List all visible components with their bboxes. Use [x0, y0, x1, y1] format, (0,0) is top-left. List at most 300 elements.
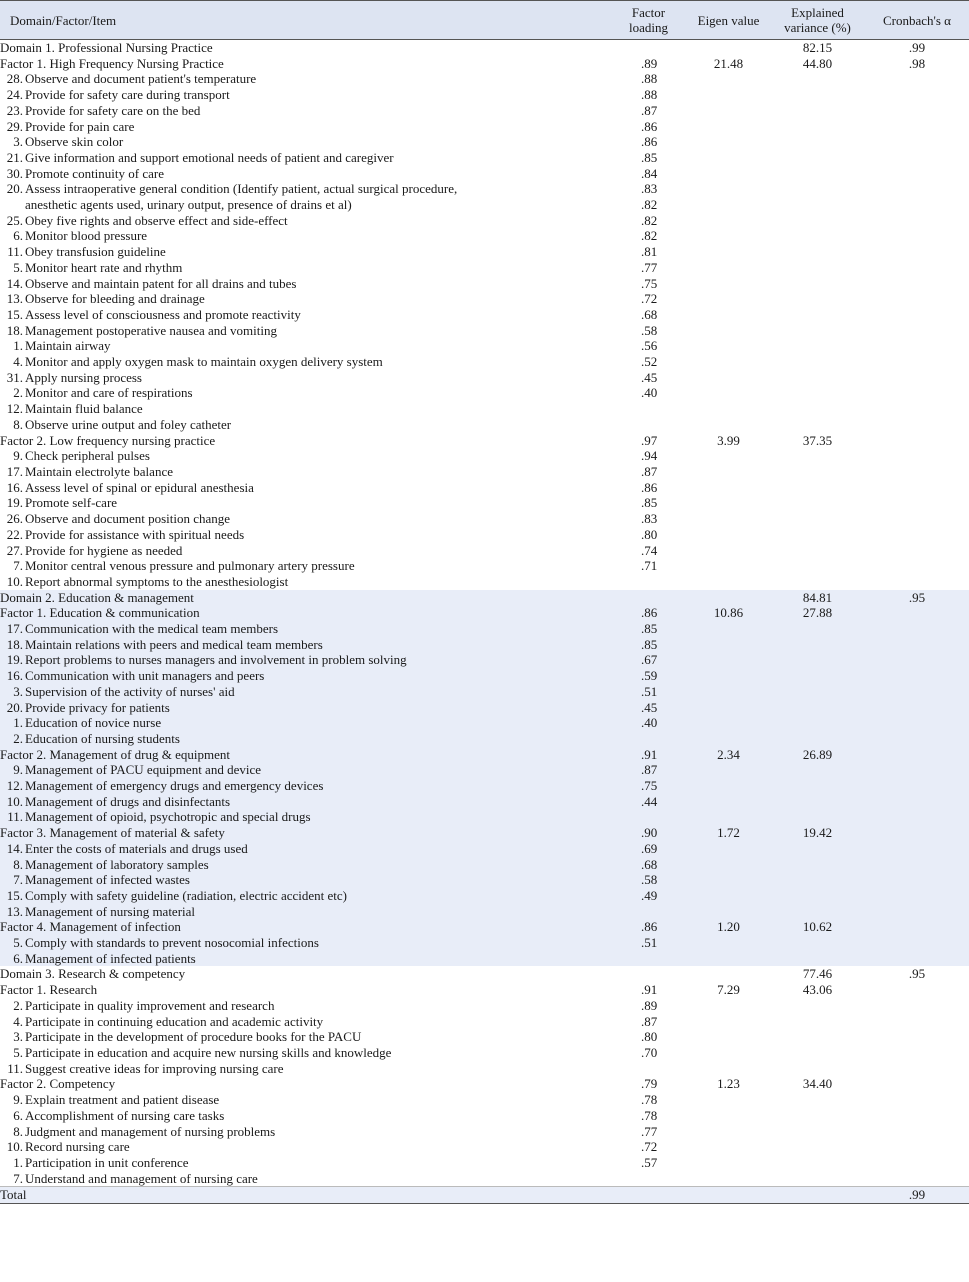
item-loading: .68: [641, 306, 658, 322]
total-alpha: .99: [865, 1187, 969, 1204]
item-text: Provide for safety care during transport: [25, 87, 230, 103]
item-number: 5.: [13, 935, 23, 951]
item-text: Obey transfusion guideline: [25, 244, 166, 260]
item-text: Monitor heart rate and rhythm: [25, 259, 183, 275]
item-text: Maintain relations with peers and medical team members: [25, 636, 323, 652]
item-alpha: [865, 527, 969, 543]
item-text: Supervision of the activity of nurses' aid: [25, 683, 235, 699]
factor-loading: .91: [641, 982, 658, 998]
item-variance: [770, 841, 865, 857]
item-alpha: [865, 684, 969, 700]
item-variance: [770, 574, 865, 590]
item-alpha: [865, 935, 969, 951]
item-eigen: [687, 841, 770, 857]
item-eigen: [687, 197, 770, 213]
item-loading: [610, 401, 687, 417]
item-eigen: [687, 778, 770, 794]
item-variance: [770, 951, 865, 967]
item-variance: [770, 134, 865, 150]
item-variance: [770, 1029, 865, 1045]
item-row: [0, 291, 969, 307]
factor-alpha: .98: [908, 55, 926, 71]
item-alpha: [865, 904, 969, 920]
item-alpha: [865, 495, 969, 511]
item-text: Maintain electrolyte balance: [25, 463, 173, 479]
factor-loading: .97: [641, 432, 658, 448]
item-row: [0, 150, 969, 166]
domain-row: [0, 966, 969, 982]
item-row: [0, 731, 969, 747]
item-number: 6.: [13, 950, 23, 966]
item-eigen: [687, 1171, 770, 1187]
item-row: [0, 700, 969, 716]
factor-variance: 43.06: [802, 982, 833, 998]
item-alpha: [865, 1155, 969, 1171]
item-loading: .71: [641, 558, 658, 574]
item-eigen: [687, 464, 770, 480]
item-loading: .89: [641, 997, 658, 1013]
factor-variance: 26.89: [770, 747, 865, 763]
item-text: Participation in unit conference: [25, 1154, 189, 1170]
item-alpha: [865, 197, 969, 213]
domain-loading: [610, 590, 687, 606]
item-loading: .69: [610, 841, 687, 857]
item-row: [0, 841, 969, 857]
item-text: Management of emergency drugs and emergency devices: [25, 778, 324, 794]
item-variance: [770, 370, 865, 386]
item-number: 20.: [6, 699, 23, 715]
total-section: [0, 1187, 969, 1204]
item-variance: [770, 684, 865, 700]
item-label: [0, 527, 610, 543]
item-loading: .83: [641, 181, 658, 197]
item-label: [0, 71, 610, 87]
item-label: [0, 197, 610, 213]
item-variance: [770, 998, 865, 1014]
header-factor-loading: Factor loading: [610, 1, 687, 40]
item-number: 17.: [6, 463, 23, 479]
item-number: 15.: [6, 306, 23, 322]
item-variance: [770, 1171, 865, 1187]
item-text: Education of novice nurse: [25, 715, 162, 731]
item-label: [0, 511, 610, 527]
item-label: [0, 401, 610, 417]
item-variance: [770, 700, 865, 716]
item-alpha: [865, 213, 969, 229]
item-label: [0, 558, 610, 574]
item-number: 7.: [13, 872, 23, 888]
item-variance: [770, 778, 865, 794]
item-row: [0, 448, 969, 464]
item-text: Management of opioid, psychotropic and special drugs: [25, 809, 311, 825]
item-variance: [770, 762, 865, 778]
item-number: 1.: [13, 338, 23, 354]
item-number: 8.: [13, 856, 23, 872]
item-eigen: [687, 951, 770, 967]
item-number: 3.: [13, 683, 23, 699]
item-number: 20.: [6, 181, 23, 197]
item-number: 6.: [13, 228, 23, 244]
item-eigen: [687, 794, 770, 810]
domain-label: Domain 1. Professional Nursing Practice: [0, 40, 213, 55]
item-loading: .82: [641, 228, 658, 244]
factor-alpha: [865, 982, 969, 998]
domain-row: [0, 590, 969, 606]
item-loading: [610, 417, 687, 433]
factor-eigen: 1.23: [717, 1076, 740, 1092]
item-number: 14.: [6, 275, 23, 291]
item-row: [0, 668, 969, 684]
item-number: 24.: [6, 87, 23, 103]
item-loading: .44: [610, 794, 687, 810]
item-text: Management of PACU equipment and device: [25, 762, 261, 778]
item-loading: .51: [610, 684, 687, 700]
item-label: [0, 181, 610, 197]
item-text: Record nursing care: [25, 1139, 130, 1155]
item-label: [0, 731, 610, 747]
item-row: [0, 1108, 969, 1124]
domain-alpha: .95: [865, 590, 969, 606]
item-alpha: [865, 888, 969, 904]
domain-variance: 84.81: [770, 590, 865, 606]
item-label: [0, 1061, 610, 1077]
item-label: [0, 794, 610, 810]
item-alpha: [865, 354, 969, 370]
item-eigen: [687, 71, 770, 87]
item-row: [0, 794, 969, 810]
item-variance: [770, 71, 865, 87]
item-variance: [770, 543, 865, 559]
item-row: [0, 778, 969, 794]
item-text: Accomplishment of nursing care tasks: [25, 1107, 225, 1123]
item-alpha: [865, 260, 969, 276]
item-text: Observe for bleeding and drainage: [25, 291, 205, 307]
item-row: [0, 637, 969, 653]
item-text: Participate in quality improvement and research: [25, 997, 275, 1013]
item-label: [0, 417, 610, 433]
factor-alpha: [865, 747, 969, 763]
factor-eigen: 1.20: [687, 919, 770, 935]
item-variance: [770, 511, 865, 527]
factor-loading: .79: [641, 1076, 658, 1092]
item-eigen: [687, 1045, 770, 1061]
item-variance: [770, 323, 865, 339]
item-eigen: [687, 276, 770, 292]
item-eigen: [687, 448, 770, 464]
factor-variance: 34.40: [802, 1076, 833, 1092]
item-number: 31.: [6, 369, 23, 385]
item-variance: [770, 1092, 865, 1108]
item-label: [0, 385, 610, 401]
item-row: [0, 684, 969, 700]
item-variance: [770, 150, 865, 166]
item-number: 4.: [13, 1013, 23, 1029]
factor-alpha: [865, 919, 969, 935]
item-number: 23.: [6, 102, 23, 118]
item-label: [0, 809, 610, 825]
item-alpha: [865, 1171, 969, 1187]
item-row: [0, 574, 969, 590]
item-text: Comply with safety guideline (radiation, electric accident etc): [25, 887, 347, 903]
item-row: [0, 197, 969, 213]
item-row: [0, 166, 969, 182]
item-loading: .86: [641, 118, 658, 134]
item-row: [0, 998, 969, 1014]
item-loading: .85: [610, 621, 687, 637]
factor-loading: .86: [610, 605, 687, 621]
item-loading: [610, 731, 687, 747]
item-eigen: [687, 1029, 770, 1045]
item-label: [0, 103, 610, 119]
item-alpha: [865, 291, 969, 307]
item-number: 7.: [13, 1170, 23, 1186]
item-loading: .75: [610, 778, 687, 794]
item-text: Assess level of consciousness and promote reactivity: [25, 306, 301, 322]
item-label: [0, 715, 610, 731]
domain-loading: [610, 40, 687, 56]
item-label: [0, 1171, 610, 1187]
item-number: 19.: [6, 495, 23, 511]
item-variance: [770, 260, 865, 276]
item-alpha: [865, 762, 969, 778]
item-label: [0, 354, 610, 370]
item-number: 12.: [6, 778, 23, 794]
item-loading: .58: [610, 872, 687, 888]
item-loading: .67: [610, 652, 687, 668]
item-variance: [770, 715, 865, 731]
item-row: [0, 354, 969, 370]
item-alpha: [865, 103, 969, 119]
domain-variance: 77.46: [802, 966, 833, 982]
item-eigen: [687, 213, 770, 229]
item-variance: [770, 637, 865, 653]
domain-loading: [610, 966, 687, 982]
item-variance: [770, 197, 865, 213]
item-row: [0, 1124, 969, 1140]
item-eigen: [687, 574, 770, 590]
item-variance: [770, 652, 865, 668]
item-variance: [770, 495, 865, 511]
item-eigen: [687, 1124, 770, 1140]
item-loading: [610, 1171, 687, 1187]
item-alpha: [865, 276, 969, 292]
item-number: 14.: [6, 840, 23, 856]
item-variance: [770, 558, 865, 574]
factor-loading: .89: [641, 55, 658, 71]
item-alpha: [865, 700, 969, 716]
item-variance: [770, 448, 865, 464]
item-text: Provide for hygiene as needed: [25, 542, 183, 558]
item-text: Participate in education and acquire new nursing skills and knowledge: [25, 1045, 392, 1060]
item-alpha: [865, 307, 969, 323]
factor-label: Factor 2. Competency: [0, 1076, 116, 1092]
header-cronbach-alpha: Cronbach's α: [865, 1, 969, 40]
item-row: [0, 119, 969, 135]
item-text: Observe and document patient's temperature: [25, 71, 257, 87]
item-label: [0, 841, 610, 857]
item-label: [0, 637, 610, 653]
item-text: Report problems to nurses managers and involvement in problem solving: [25, 652, 407, 668]
item-alpha: [865, 87, 969, 103]
item-variance: [770, 338, 865, 354]
factor-eigen: 21.48: [713, 55, 744, 71]
item-loading: .45: [610, 700, 687, 716]
item-alpha: [865, 464, 969, 480]
factor-eigen: 2.34: [687, 747, 770, 763]
item-text: Management of infected wastes: [25, 872, 190, 888]
item-eigen: [687, 762, 770, 778]
item-text: Maintain airway: [25, 338, 111, 354]
item-text: Enter the costs of materials and drugs used: [25, 840, 248, 856]
item-label: [0, 778, 610, 794]
item-eigen: [687, 181, 770, 197]
item-label: [0, 244, 610, 260]
item-alpha: [865, 857, 969, 873]
factor-alpha: [865, 1076, 969, 1092]
item-loading: .85: [641, 495, 658, 511]
item-variance: [770, 228, 865, 244]
factor-variance: 37.35: [802, 432, 833, 448]
item-text: Obey five rights and observe effect and side-effect: [25, 212, 288, 228]
item-row: [0, 260, 969, 276]
item-loading: .68: [610, 857, 687, 873]
item-alpha: [865, 731, 969, 747]
item-row: [0, 1155, 969, 1171]
factor-eigen: 1.72: [687, 825, 770, 841]
item-number: 11.: [7, 244, 23, 260]
item-number: 4.: [13, 354, 23, 370]
factor-label: Factor 2. Low frequency nursing practice: [0, 432, 216, 448]
item-text: Education of nursing students: [25, 730, 180, 746]
item-label: [0, 291, 610, 307]
item-loading: .74: [641, 542, 658, 558]
item-row: [0, 527, 969, 543]
item-label: [0, 495, 610, 511]
domain-label: Domain 2. Education & management: [0, 590, 610, 606]
item-label: [0, 543, 610, 559]
item-label: [0, 888, 610, 904]
item-variance: [770, 1108, 865, 1124]
item-alpha: [865, 1029, 969, 1045]
item-number: 5.: [13, 1045, 23, 1060]
factor-variance: 19.42: [770, 825, 865, 841]
item-eigen: [687, 338, 770, 354]
item-number: 11.: [7, 809, 23, 825]
factor-row: [0, 433, 969, 449]
item-label: [0, 338, 610, 354]
item-eigen: [687, 1108, 770, 1124]
item-eigen: [687, 715, 770, 731]
item-variance: [770, 307, 865, 323]
item-loading: .94: [641, 448, 658, 464]
item-variance: [770, 1045, 865, 1061]
domain-section: [0, 590, 969, 967]
item-number: 9.: [13, 1092, 23, 1108]
item-number: 10.: [6, 1139, 23, 1155]
item-alpha: [865, 543, 969, 559]
factor-loading: .91: [610, 747, 687, 763]
item-loading: .40: [610, 715, 687, 731]
item-variance: [770, 401, 865, 417]
item-eigen: [687, 998, 770, 1014]
item-variance: [770, 904, 865, 920]
item-text: Participate in the development of procedure books for the PACU: [25, 1029, 362, 1045]
factor-row: [0, 605, 969, 621]
header-domain-factor-item: Domain/Factor/Item: [0, 1, 610, 40]
item-loading: .83: [641, 511, 658, 527]
item-alpha: [865, 652, 969, 668]
item-loading: [610, 951, 687, 967]
item-loading: .82: [641, 197, 658, 213]
domain-eigen: [687, 966, 770, 982]
item-number: 2.: [13, 997, 23, 1013]
factor-label: Factor 1. Research: [0, 982, 98, 998]
item-variance: [770, 276, 865, 292]
item-text: Participate in continuing education and academic activity: [25, 1013, 324, 1029]
item-row: [0, 715, 969, 731]
item-alpha: [865, 323, 969, 339]
item-text: Observe urine output and foley catheter: [25, 416, 232, 432]
item-row: [0, 888, 969, 904]
item-variance: [770, 417, 865, 433]
item-text: Management postoperative nausea and vomiting: [25, 322, 277, 338]
domain-alpha: .95: [908, 966, 926, 982]
item-eigen: [687, 668, 770, 684]
item-label: [0, 998, 610, 1014]
item-eigen: [687, 150, 770, 166]
item-number: 16.: [6, 479, 23, 495]
item-alpha: [865, 511, 969, 527]
item-alpha: [865, 370, 969, 386]
item-row: [0, 134, 969, 150]
item-loading: .88: [641, 87, 658, 103]
factor-eigen: 10.86: [687, 605, 770, 621]
item-number: 26.: [6, 511, 23, 527]
item-variance: [770, 527, 865, 543]
item-loading: .82: [641, 212, 658, 228]
item-alpha: [865, 338, 969, 354]
factor-row: [0, 982, 969, 998]
factor-variance: 10.62: [770, 919, 865, 935]
item-row: [0, 872, 969, 888]
item-alpha: [865, 401, 969, 417]
item-loading: .81: [641, 244, 658, 260]
item-label: [0, 119, 610, 135]
item-row: [0, 1061, 969, 1077]
item-loading: .87: [641, 1013, 658, 1029]
factor-eigen: 7.29: [717, 982, 740, 998]
domain-eigen: [687, 40, 770, 56]
item-variance: [770, 731, 865, 747]
item-eigen: [687, 935, 770, 951]
factor-row: [0, 825, 969, 841]
item-row: [0, 1045, 969, 1061]
item-loading: .72: [641, 1139, 658, 1155]
item-variance: [770, 103, 865, 119]
item-text: Monitor central venous pressure and pulmonary artery pressure: [25, 558, 355, 574]
item-label: [0, 323, 610, 339]
total-eigen: [687, 1187, 770, 1204]
item-number: 3.: [13, 134, 23, 150]
item-loading: .85: [610, 637, 687, 653]
item-alpha: [865, 872, 969, 888]
item-text: Monitor and apply oxygen mask to maintain oxygen delivery system: [25, 354, 383, 370]
item-loading: .52: [641, 354, 658, 370]
factor-loading: .86: [610, 919, 687, 935]
item-row: [0, 1139, 969, 1155]
item-row: [0, 621, 969, 637]
factor-label: Factor 1. Education & communication: [0, 605, 610, 621]
